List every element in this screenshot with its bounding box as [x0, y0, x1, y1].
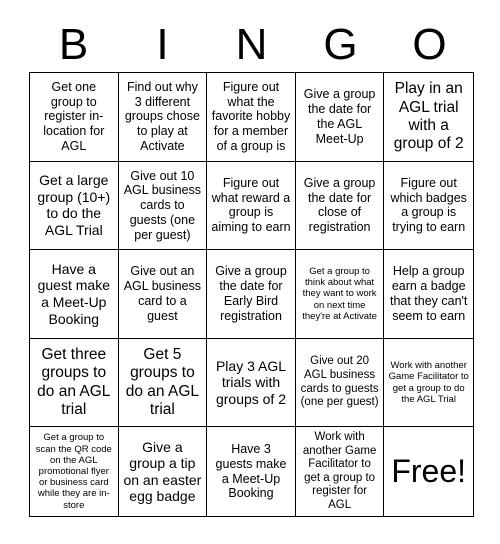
bingo-cell-text: Free! — [391, 452, 467, 489]
bingo-cell-text: Figure out what reward a group is aiming to earn — [211, 175, 291, 235]
bingo-cell-text: Work with another Game Facilitator to get a group to register for AGL — [302, 431, 377, 511]
bingo-cell-r4c1[interactable] — [30, 339, 119, 428]
bingo-cell-r2c5[interactable] — [384, 162, 473, 251]
bingo-cell-r5c3[interactable] — [207, 427, 296, 516]
bingo-cell-r1c4[interactable] — [296, 73, 385, 162]
bingo-cell-r5c1[interactable] — [30, 427, 119, 516]
header-letter-b: B — [58, 20, 89, 69]
bingo-cell-text: Find out why 3 different groups chose to play at Activate — [124, 79, 200, 153]
bingo-cell-text: Give out an AGL business card to a guest — [123, 264, 202, 323]
bingo-cell-text: Get one group to register in-location for AGL — [43, 79, 105, 153]
header-letter-o: O — [412, 20, 447, 69]
bingo-cell-r2c3[interactable] — [207, 162, 296, 251]
header-letter-i: I — [156, 20, 169, 69]
bingo-cell-r2c2[interactable] — [119, 162, 208, 251]
bingo-cell-text: Have a guest make a Meet-Up Booking — [37, 260, 110, 327]
bingo-cell-text: Give a group a tip on an easter egg badge — [123, 438, 202, 505]
bingo-cell-r1c2[interactable] — [119, 73, 208, 162]
bingo-cell-text: Give out 10 AGL business cards to guests (one per guest) — [123, 168, 202, 242]
bingo-cell-r3c4[interactable] — [296, 250, 385, 339]
bingo-cell-r2c1[interactable] — [30, 162, 119, 251]
bingo-cell-r5c2[interactable] — [119, 427, 208, 516]
bingo-cell-text: Figure out which badges a group is trying to earn — [390, 175, 467, 235]
header-letter-g: G — [323, 20, 358, 69]
bingo-cell-text: Give a group the date for the AGL Meet-Up — [303, 87, 376, 146]
bingo-cell-r1c1[interactable] — [30, 73, 119, 162]
bingo-cell-text: Work with another Game Facilitator to get a group to do the AGL Trial — [388, 360, 469, 405]
bingo-cell-r3c2[interactable] — [119, 250, 208, 339]
bingo-cell-r1c5[interactable] — [384, 73, 473, 162]
bingo-cell-r2c4[interactable] — [296, 162, 385, 251]
bingo-cell-text: Get a large group (10+) to do the AGL Trial — [37, 172, 111, 238]
bingo-cell-text: Play 3 AGL trials with groups of 2 — [215, 357, 287, 407]
bingo-cell-text: Help a group earn a badge that they can't seem to earn — [389, 264, 468, 323]
bingo-cell-r5c4[interactable] — [296, 427, 385, 516]
bingo-cell-text: Figure out what the favorite hobby for a member of a group is — [211, 79, 291, 153]
bingo-board — [29, 72, 474, 517]
bingo-cell-r4c2[interactable] — [119, 339, 208, 428]
bingo-cell-text: Give a group the date for close of registration — [303, 175, 376, 235]
bingo-cell-text: Have 3 guests make a Meet-Up Booking — [215, 442, 287, 501]
bingo-cell-free[interactable] — [384, 427, 473, 516]
bingo-cell-text: Give out 20 AGL business cards to guests (one per guest) — [300, 355, 379, 409]
bingo-header — [29, 18, 474, 72]
bingo-cell-text: Give a group the date for Early Bird registration — [215, 264, 287, 323]
bingo-cell-text: Get 5 groups to do an AGL trial — [125, 346, 200, 418]
bingo-cell-r3c5[interactable] — [384, 250, 473, 339]
bingo-cell-r1c3[interactable] — [207, 73, 296, 162]
bingo-cell-text: Get a group to think about what they want to work on next time they're at Activate — [302, 265, 377, 322]
bingo-cell-r3c3[interactable] — [207, 250, 296, 339]
bingo-cell-r3c1[interactable] — [30, 250, 119, 339]
bingo-cell-r4c4[interactable] — [296, 339, 385, 428]
bingo-cell-text: Get a group to scan the QR code on the AGL promotional flyer or business card while they are in-store — [35, 432, 112, 511]
bingo-cell-r4c3[interactable] — [207, 339, 296, 428]
header-letter-n: N — [235, 20, 268, 69]
bingo-cell-text: Play in an AGL trial with a group of 2 — [393, 80, 464, 153]
bingo-cell-r4c5[interactable] — [384, 339, 473, 428]
bingo-cell-text: Get three groups to do an AGL trial — [37, 346, 111, 418]
